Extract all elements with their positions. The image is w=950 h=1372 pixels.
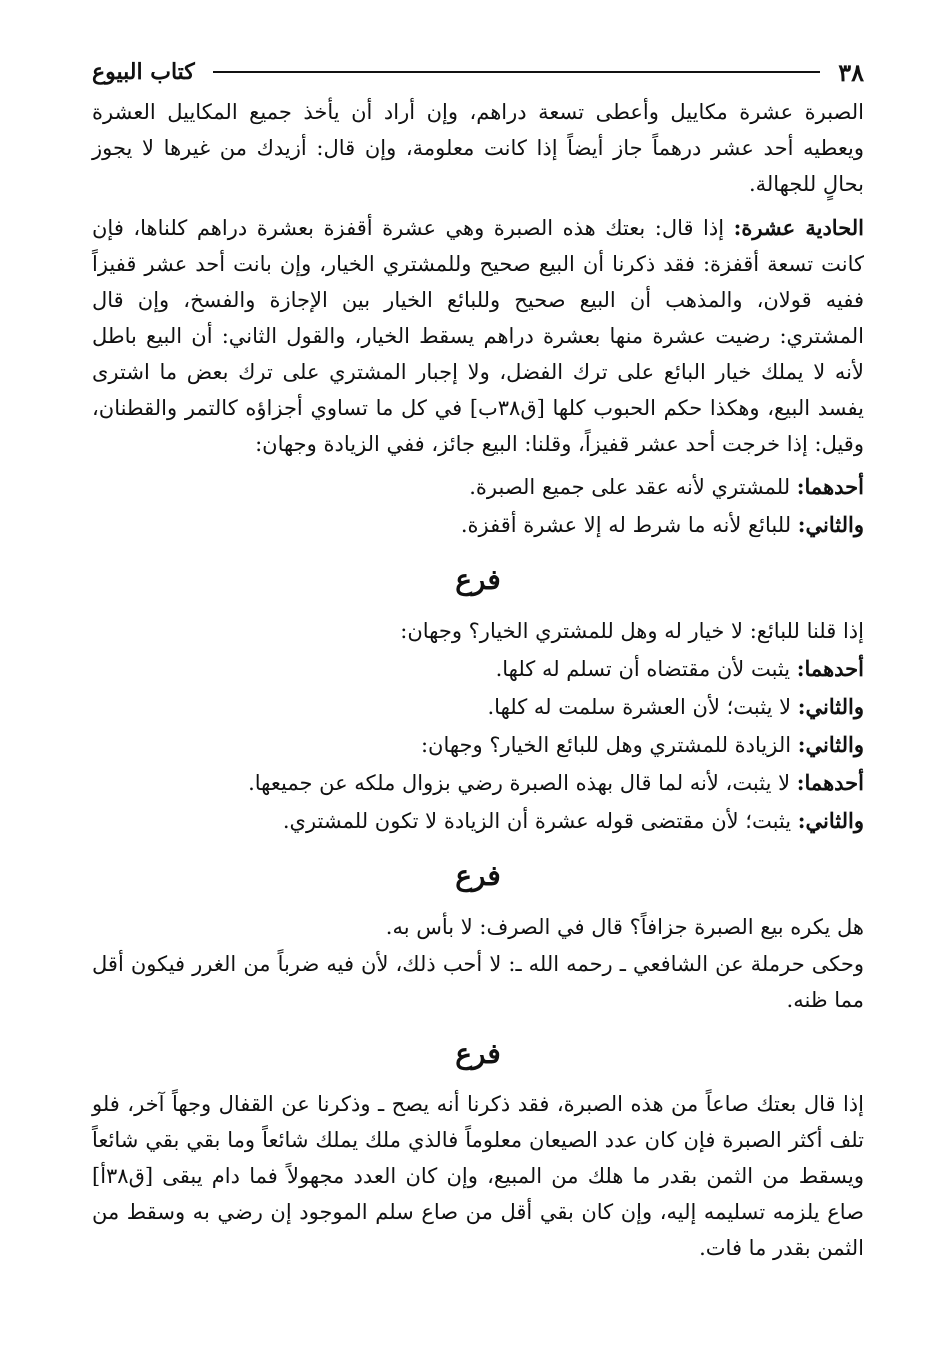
branch1-line-e-lead: والثاني: — [797, 808, 864, 833]
branch1-line-b-lead: والثاني: — [797, 694, 864, 719]
branch1-line-b-text: لا يثبت؛ لأن العشرة سلمت له كلها. — [487, 695, 798, 719]
section-heading-1: فرع — [455, 563, 501, 596]
branch3-paragraph: إذا قال بعتك صاعاً من هذه الصبرة، فقد ذكرنا أنه يصح ـ وذكرنا عن القفال وجهاً آخر، فلو تلف أكثر الصبرة فإن كان عدد الصيعان معلوماً فالذي ملك يملك شائعاً وما بقي بقي شائعاً ويسقط من الثمن بقدر ما هلك من المبيع، وإن كان العدد مجهولاً فما دام يبقى [ق٣٨أ] صاع يلزمه تسليمه إليه، وإن كان بقي أقل من صاع سلم الموجود إن رضي به وسقط من الثمن بقدر ما فات. — [92, 1092, 864, 1260]
section-heading-2: فرع — [455, 859, 501, 892]
option-second-lead: والثاني: — [797, 512, 864, 537]
branch1-line-a-lead: أحدهما: — [796, 656, 864, 681]
page-number: ٣٨ — [838, 57, 864, 87]
branch1-line-c-text: الزيادة للمشتري وهل للبائع الخيار؟ وجهان: — [420, 733, 798, 757]
branch1-line-d-text: لا يثبت، لأنه لما قال بهذه الصبرة رضي بزوال ملكه عن جميعها. — [248, 771, 797, 795]
paragraph-2 — [92, 210, 864, 462]
option-first-lead: أحدهما: — [796, 474, 864, 499]
page-header — [92, 50, 864, 94]
header-rule — [213, 71, 820, 73]
branch1-line-c — [92, 726, 864, 764]
option-second-text: للبائع لأنه ما شرط له إلا عشرة أقفزة. — [460, 513, 798, 537]
paragraph-2-text: إذا قال: بعتك هذه الصبرة وهي عشرة أقفزة بعشرة دراهم كلناها، فإن كانت تسعة أقفزة: فقد ذكرنا أن البيع صحيح وللمشتري الخيار، وإن بانت أحد عشر قفيزاً ففيه قولان، والمذهب أن البيع صحيح وللبائع الخيار بين الإجازة والفسخ، وإن قال المشتري: رضيت عشرة منها بعشرة دراهم يسقط الخيار، والقول الثاني: أن البيع باطل لأنه لا يملك خيار البائع على ترك الفضل، ولا إجبار المشتري على ترك بعض ما اشترى يفسد البيع، وهكذا حكم الحبوب كلها [ق٣٨ب] في كل ما تساوي أجزاؤه كالتمر والقطنان، وقيل: إذا خرجت أحد عشر قفيزاً، وقلنا: البيع جائز، ففي الزيادة وجهان: — [92, 216, 864, 456]
option-second — [92, 506, 864, 544]
branch1-line-e-text: يثبت؛ لأن مقتضى قوله عشرة أن الزيادة لا تكون للمشتري. — [282, 809, 798, 833]
paragraph-1: الصبرة عشرة مكاييل وأعطى تسعة دراهم، وإن أراد أن يأخذ جميع المكاييل العشرة ويعطيه أحد عشر درهماً جاز أيضاً إذا كانت معلومة، وإن قال: أزيدك من غيرها لا يجوز بحالٍ للجهالة. — [92, 100, 864, 196]
branch2-line-a: هل يكره بيع الصبرة جزافاً؟ قال في الصرف: لا بأس به. — [385, 915, 864, 939]
section-heading-3: فرع — [455, 1037, 501, 1070]
branch1-intro: إذا قلنا للبائع: لا خيار له وهل للمشتري الخيار؟ وجهان: — [400, 619, 864, 643]
branch1-line-d-lead: أحدهما: — [796, 770, 864, 795]
option-first — [92, 468, 864, 506]
branch1-line-d — [92, 764, 864, 802]
branch2-line-b: وحكى حرملة عن الشافعي ـ رحمه الله ـ: لا أحب ذلك، لأن فيه ضرباً من الغرر فيكون أقل مما ظنه. — [92, 952, 864, 1012]
branch1-line-b — [92, 688, 864, 726]
paragraph-2-lead: الحادية عشرة: — [733, 215, 864, 240]
branch1-line-c-lead: والثاني: — [797, 732, 864, 757]
branch1-line-a-text: يثبت لأن مقتضاه أن تسلم له كلها. — [495, 657, 797, 681]
running-title: كتاب البيوع — [92, 59, 195, 85]
branch1-line-a — [92, 650, 864, 688]
document-page — [92, 50, 864, 1266]
branch1-line-e — [92, 802, 864, 840]
option-first-text: للمشتري لأنه عقد على جميع الصبرة. — [469, 475, 797, 499]
